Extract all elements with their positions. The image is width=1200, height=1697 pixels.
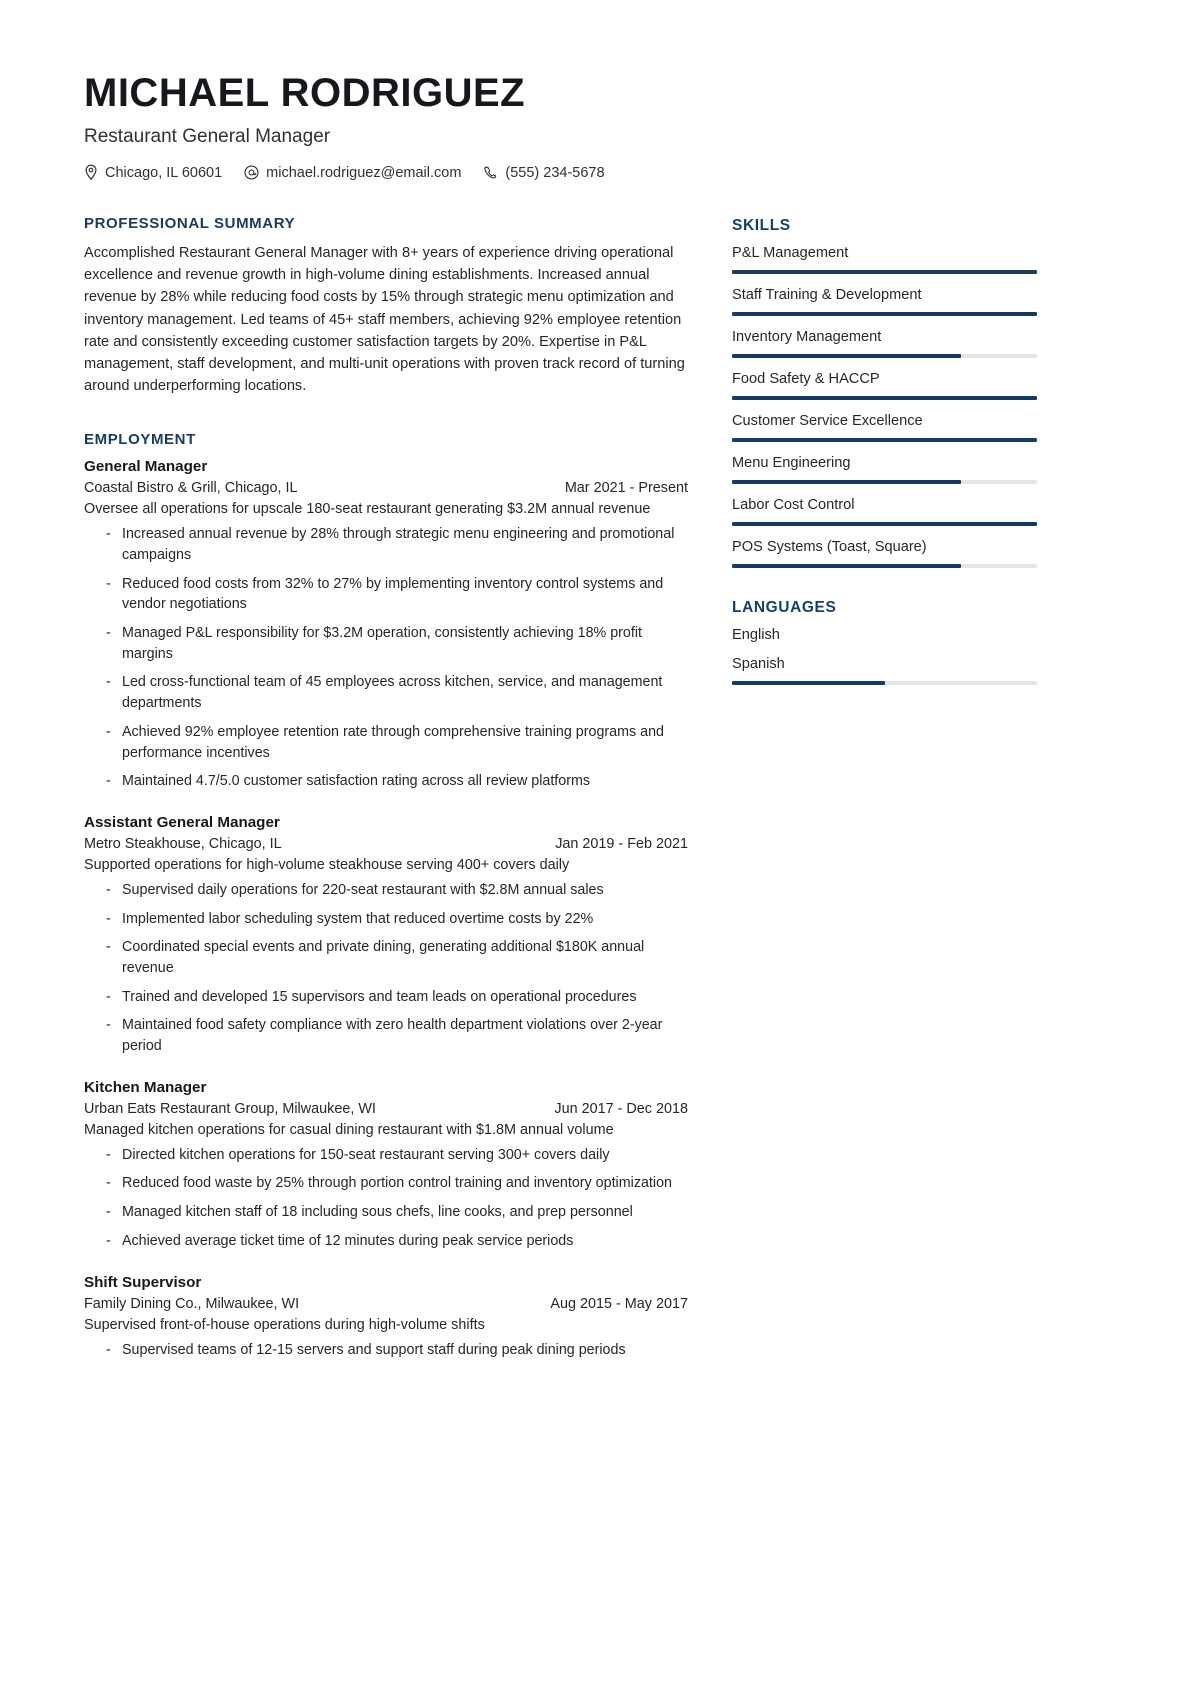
employment-section-title: EMPLOYMENT — [84, 431, 196, 449]
job-title: General Manager — [84, 458, 208, 476]
resume-header — [84, 72, 1116, 181]
list-item: - Coordinated special events and private dining, generating additional $180K annual revenue — [106, 937, 688, 978]
skill-bar-track — [732, 312, 1037, 316]
job-company: Urban Eats Restaurant Group, Milwaukee, WI — [84, 1100, 376, 1117]
skill-item — [732, 413, 1037, 442]
job-dates: Mar 2021 - Present — [564, 480, 688, 497]
skills-section-title: SKILLS — [732, 217, 791, 234]
skill-label: Inventory Management — [732, 329, 882, 345]
skill-label: P&L Management — [732, 245, 849, 261]
list-item: - Implemented labor scheduling system that reduced overtime costs by 22% — [106, 909, 688, 930]
job-meta — [84, 836, 688, 852]
skill-bar-track — [732, 522, 1037, 526]
summary-section-title: PROFESSIONAL SUMMARY — [84, 215, 296, 232]
job-description: Oversee all operations for upscale 180-seat restaurant generating $3.2M annual revenue — [84, 501, 651, 518]
list-item: - Achieved average ticket time of 12 minutes during peak service periods — [106, 1231, 688, 1252]
email-icon — [244, 165, 259, 180]
job-company: Metro Steakhouse, Chicago, IL — [84, 835, 282, 852]
job-dates: Jun 2017 - Dec 2018 — [554, 1100, 688, 1117]
contact-location — [84, 164, 222, 181]
employment-entry — [84, 814, 688, 1057]
job-bullet-list — [84, 524, 688, 792]
skill-item — [732, 539, 1037, 568]
skill-bar-track — [732, 354, 1037, 358]
skill-label: Food Safety & HACCP — [732, 371, 880, 387]
list-item: - Trained and developed 15 supervisors and team leads on operational procedures — [106, 987, 688, 1008]
summary-text: Accomplished Restaurant General Manager with 8+ years of experience driving operational excellence and revenue growth in high-volume dining establishments. Increased annual revenue by 28% while reducing food costs by 15% through strategic menu optimization and inventory management. Led teams of 45+ staff members, achieving 92% employee retention rate and consistently exceeding customer satisfaction targets by 20%. Expertise in P&L management, staff development, and multi-unit operations with proven track record of turning around underperforming locations. — [84, 245, 685, 395]
contact-phone — [483, 165, 604, 181]
skill-label: POS Systems (Toast, Square) — [732, 539, 927, 555]
job-company: Coastal Bistro & Grill, Chicago, IL — [84, 480, 298, 497]
skill-item — [732, 329, 1037, 358]
language-bar-fill — [732, 681, 885, 685]
list-item: - Supervised daily operations for 220-seat restaurant with $2.8M annual sales — [106, 880, 688, 901]
job-meta — [84, 1296, 688, 1312]
section-employment — [84, 431, 688, 1360]
job-description: Managed kitchen operations for casual dining restaurant with $1.8M annual volume — [84, 1121, 614, 1138]
skill-bar-track — [732, 270, 1037, 274]
list-item: - Managed P&L responsibility for $3.2M operation, consistently achieving 18% profit margins — [106, 623, 688, 664]
skill-bar-fill — [732, 354, 961, 358]
job-bullet-list — [84, 1340, 688, 1361]
job-description: Supported operations for high-volume steakhouse serving 400+ covers daily — [84, 856, 570, 873]
skill-item — [732, 371, 1037, 400]
skill-bar-fill — [732, 522, 1037, 526]
list-item: - Led cross-functional team of 45 employees across kitchen, service, and management departments — [106, 672, 688, 713]
page-title: MICHAEL RODRIGUEZ — [84, 71, 526, 115]
skill-bar-track — [732, 564, 1037, 568]
list-item: - Reduced food waste by 25% through portion control training and inventory optimization — [106, 1173, 688, 1194]
employment-entry — [84, 1079, 688, 1252]
skill-bar-track — [732, 480, 1037, 484]
job-description: Supervised front-of-house operations during high-volume shifts — [84, 1316, 485, 1333]
job-title: Kitchen Manager — [84, 1078, 207, 1096]
main-column — [84, 215, 688, 1382]
list-item: - Reduced food costs from 32% to 27% by implementing inventory control systems and vendor negotiations — [106, 574, 688, 615]
job-company: Family Dining Co., Milwaukee, WI — [84, 1295, 300, 1312]
employment-entry — [84, 458, 688, 792]
language-item — [732, 656, 1037, 685]
skill-label: Customer Service Excellence — [732, 413, 923, 429]
list-item: - Directed kitchen operations for 150-seat restaurant serving 300+ covers daily — [106, 1145, 688, 1166]
skill-bar-fill — [732, 480, 961, 484]
section-languages — [732, 599, 1037, 685]
job-bullet-list — [84, 880, 688, 1057]
sidebar-column — [732, 215, 1037, 698]
job-meta — [84, 1101, 688, 1117]
job-role-subtitle: Restaurant General Manager — [84, 126, 331, 147]
skill-bar-fill — [732, 564, 961, 568]
language-item — [732, 627, 1037, 643]
section-skills — [732, 217, 1037, 568]
skill-bar-fill — [732, 396, 1037, 400]
job-title: Assistant General Manager — [84, 813, 280, 831]
language-label: Spanish — [732, 656, 785, 672]
skill-bar-track — [732, 396, 1037, 400]
skill-bar-fill — [732, 312, 1037, 316]
skill-label: Labor Cost Control — [732, 497, 855, 513]
skill-item — [732, 497, 1037, 526]
employment-entry — [84, 1274, 688, 1361]
contact-email-text: michael.rodriguez@email.com — [266, 164, 462, 181]
list-item: - Supervised teams of 12-15 servers and support staff during peak dining periods — [106, 1340, 688, 1361]
skill-item — [732, 287, 1037, 316]
language-bar-track — [732, 681, 1037, 685]
job-dates: Aug 2015 - May 2017 — [550, 1295, 688, 1312]
location-pin-icon — [84, 164, 98, 181]
languages-section-title: LANGUAGES — [732, 599, 837, 616]
contact-location-text: Chicago, IL 60601 — [105, 164, 223, 181]
skill-label: Staff Training & Development — [732, 287, 922, 303]
list-item: - Managed kitchen staff of 18 including sous chefs, line cooks, and prep personnel — [106, 1202, 688, 1223]
job-dates: Jan 2019 - Feb 2021 — [555, 835, 688, 852]
job-meta — [84, 480, 688, 496]
skill-label: Menu Engineering — [732, 455, 851, 471]
list-item: - Achieved 92% employee retention rate through comprehensive training programs and performance incentives — [106, 722, 688, 763]
skill-bar-fill — [732, 438, 1037, 442]
skill-bar-track — [732, 438, 1037, 442]
contact-email — [244, 165, 461, 181]
list-item: - Maintained food safety compliance with zero health department violations over 2-year period — [106, 1015, 688, 1056]
contact-phone-text: (555) 234-5678 — [505, 164, 605, 181]
job-bullet-list — [84, 1145, 688, 1252]
contact-row — [84, 164, 1116, 181]
list-item: - Increased annual revenue by 28% through strategic menu engineering and promotional campaigns — [106, 524, 688, 565]
phone-icon — [483, 165, 498, 180]
resume-body — [84, 215, 1116, 1382]
language-label: English — [732, 627, 780, 643]
skill-item — [732, 245, 1037, 274]
skill-bar-fill — [732, 270, 1037, 274]
section-professional-summary — [84, 215, 688, 397]
sidebar-spacer — [732, 581, 1037, 599]
skill-item — [732, 455, 1037, 484]
list-item: - Maintained 4.7/5.0 customer satisfaction rating across all review platforms — [106, 771, 688, 792]
job-title: Shift Supervisor — [84, 1273, 202, 1291]
